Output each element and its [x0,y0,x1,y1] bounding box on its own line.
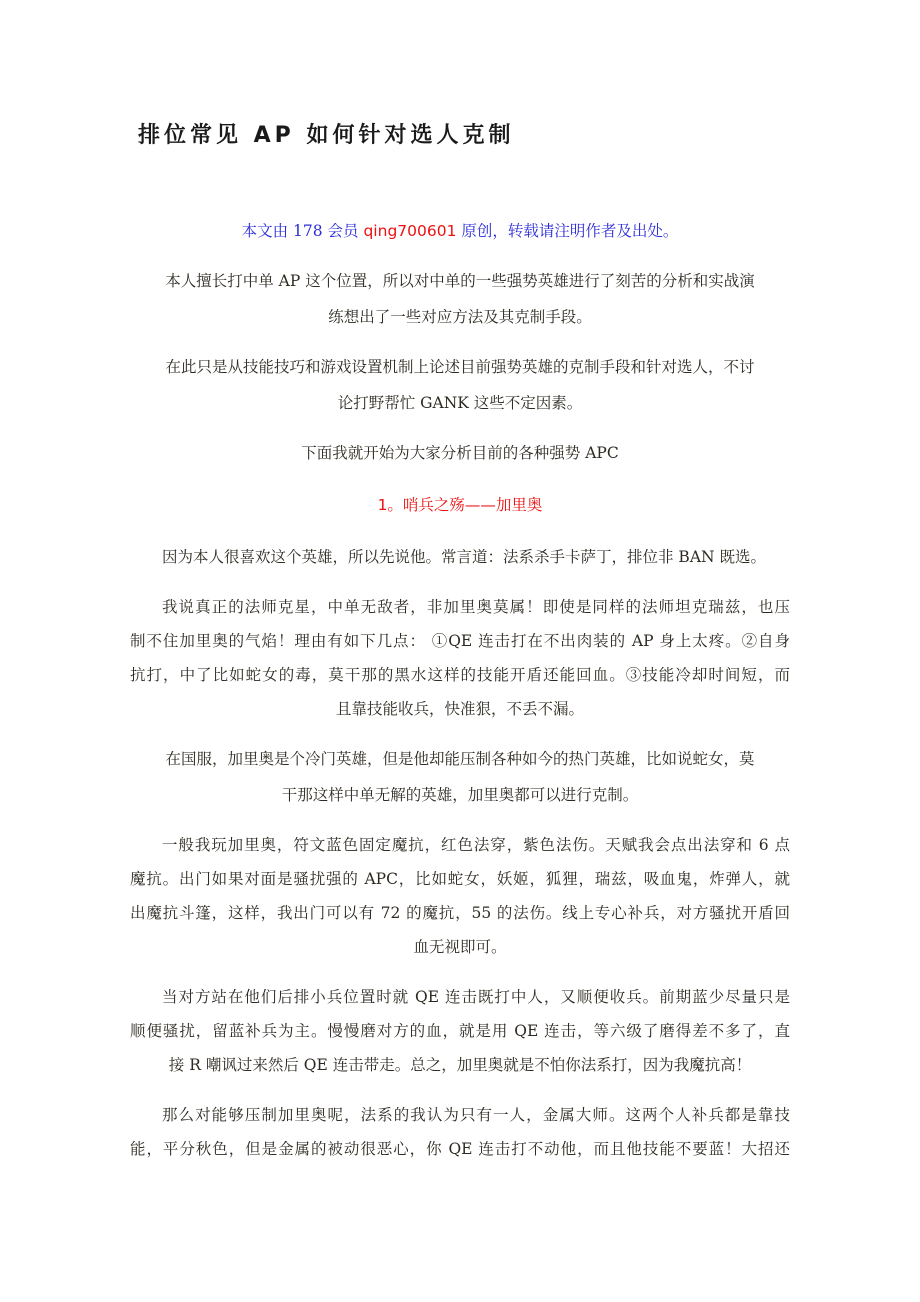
document-title: 排位常见 AP 如何针对选人克制 [138,123,515,148]
paragraph-line: 且靠技能收兵，快准狠，不丢不漏。 [335,700,584,718]
paragraph-line: 抗打，中了比如蛇女的毒，莫干那的黑水这样的技能开盾还能回血。③技能冷却时间短，而 [130,666,790,684]
paragraph-line: 接 R 嘲讽过来然后 QE 连击带走。总之，加里奥就是不怕你法系打，因为我魔抗高！ [168,1056,752,1074]
paragraph-line: 那么对能够压制加里奥呢，法系的我认为只有一人，金属大师。这两个人补兵都是靠技 [162,1106,790,1124]
credit-line [130,220,790,242]
credit-suffix: 原创，转载请注明作者及出处。 [456,222,679,240]
paragraph-line: 下面我就开始为大家分析目前的各种强势 APC [301,444,619,462]
paragraph-line: 因为本人很喜欢这个英雄，所以先说他。常言道：法系杀手卡萨丁，排位非 BAN 既选。 [162,548,767,566]
paragraph-line: 出魔抗斗篷，这样，我出门可以有 72 的魔抗，55 的法伤。线上专心补兵，对方骚扰开盾回 [130,904,790,922]
paragraph-line: 一般我玩加里奥，符文蓝色固定魔抗，红色法穿，紫色法伤。天赋我会点出法穿和 6 点 [162,836,790,854]
paragraph-line: 顺便骚扰，留蓝补兵为主。慢慢磨对方的血，就是用 QE 连击，等六级了磨得差不多了，直 [130,1022,790,1040]
paragraph-line: 本人擅长打中单 AP 这个位置，所以对中单的一些强势英雄进行了刻苦的分析和实战演 [165,272,755,290]
paragraph-line: 在此只是从技能技巧和游戏设置机制上论述目前强势英雄的克制手段和针对选人，不讨 [165,358,755,376]
section-heading: 1。哨兵之殇——加里奥 [377,496,543,514]
paragraph-line: 在国服，加里奥是个冷门英雄，但是他却能压制各种如今的热门英雄，比如说蛇女，莫 [165,750,755,768]
paragraph-line: 血无视即可。 [413,938,507,956]
paragraph-line: 魔抗。出门如果对面是骚扰强的 APC，比如蛇女，妖姬，狐狸，瑞兹，吸血鬼，炸弹人，就 [130,870,790,888]
paragraph-line: 能，平分秋色，但是金属的被动很恶心，你 QE 连击打不动他，而且他技能不要蓝！大招还 [130,1140,790,1158]
author-name: qing700601 [363,222,457,240]
paragraph-line: 干那这样中单无解的英雄，加里奥都可以进行克制。 [281,786,639,804]
paragraph-line: 练想出了一些对应方法及其克制手段。 [328,308,592,326]
paragraph-line: 论打野帮忙 GANK 这些不定因素。 [337,394,583,412]
credit-prefix: 本文由 178 会员 [241,222,364,240]
paragraph-line: 我说真正的法师克星，中单无敌者，非加里奥莫属！即使是同样的法师坦克瑞兹，也压 [162,598,790,616]
paragraph-line: 制不住加里奥的气焰！理由有如下几点： ①QE 连击打在不出肉装的 AP 身上太疼。②自身 [130,632,790,650]
paragraph-line: 当对方站在他们后排小兵位置时就 QE 连击既打中人，又顺便收兵。前期蓝少尽量只是 [162,988,790,1006]
